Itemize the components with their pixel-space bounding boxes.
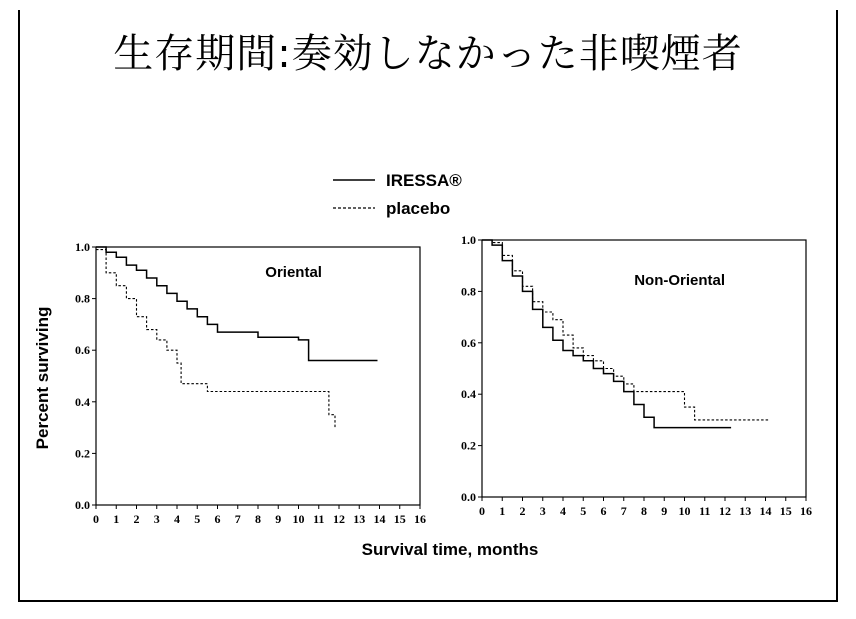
x-tick-label-0-8: 8 — [255, 512, 261, 526]
x-tick-label-0-6: 6 — [214, 512, 221, 526]
series-1-0 — [482, 240, 731, 428]
x-tick-label-0-10: 10 — [292, 512, 305, 526]
slide-title: 生存期間:奏効しなかった非喫煙者 — [113, 31, 743, 77]
x-tick-label-1-11: 11 — [699, 504, 711, 518]
y-tick-label-1-5: 1.0 — [461, 233, 476, 247]
x-tick-label-1-15: 15 — [779, 504, 792, 518]
legend-label-iressa: IRESSA® — [386, 171, 462, 190]
legend — [333, 171, 462, 218]
y-tick-label-0-1: 0.2 — [75, 446, 90, 461]
x-tick-label-0-2: 2 — [133, 512, 140, 526]
x-tick-label-0-7: 7 — [234, 512, 241, 526]
x-tick-label-1-12: 12 — [719, 504, 731, 518]
y-tick-label-0-2: 0.4 — [75, 394, 90, 409]
panel-label-1: Non-Oriental — [634, 272, 726, 289]
y-tick-label-1-2: 0.4 — [461, 387, 476, 402]
panel-0 — [75, 240, 426, 526]
y-axis-label: Percent surviving — [33, 306, 52, 450]
x-tick-label-1-4: 4 — [560, 504, 566, 518]
x-tick-label-1-10: 10 — [678, 504, 691, 518]
x-tick-label-0-13: 13 — [353, 512, 366, 526]
y-tick-label-0-4: 0.8 — [75, 291, 90, 306]
x-tick-label-0-5: 5 — [194, 512, 201, 526]
x-tick-label-0-3: 3 — [153, 512, 160, 526]
x-tick-label-1-9: 9 — [661, 504, 668, 518]
y-tick-label-1-1: 0.2 — [461, 438, 476, 453]
x-tick-label-1-7: 7 — [620, 504, 627, 518]
x-tick-label-1-13: 13 — [739, 504, 752, 518]
series-0-0 — [96, 247, 378, 361]
plot-area-0 — [96, 247, 420, 505]
x-tick-label-1-16: 16 — [800, 504, 812, 518]
x-tick-label-0-16: 16 — [414, 512, 426, 526]
x-tick-label-1-3: 3 — [539, 504, 546, 518]
x-tick-label-1-14: 14 — [759, 504, 772, 518]
x-tick-label-0-4: 4 — [174, 512, 180, 526]
legend-label-placebo: placebo — [386, 199, 451, 218]
x-tick-label-0-11: 11 — [313, 512, 325, 526]
x-tick-label-0-1: 1 — [113, 512, 120, 526]
x-axis-label: Survival time, months — [361, 540, 539, 559]
panel-label-0: Oriental — [265, 264, 322, 281]
y-tick-label-1-0: 0.0 — [461, 490, 476, 504]
x-tick-label-1-2: 2 — [519, 504, 526, 518]
x-tick-label-1-5: 5 — [580, 504, 587, 518]
series-1-1 — [482, 240, 770, 420]
y-tick-label-0-5: 1.0 — [75, 240, 90, 254]
x-tick-label-1-8: 8 — [641, 504, 647, 518]
y-tick-label-0-3: 0.6 — [75, 343, 90, 358]
panel-1 — [461, 233, 812, 518]
x-tick-label-1-0: 0 — [479, 504, 485, 518]
x-tick-label-1-6: 6 — [600, 504, 607, 518]
y-tick-label-0-0: 0.0 — [75, 498, 90, 512]
y-tick-label-1-3: 0.6 — [461, 335, 476, 350]
x-tick-label-0-0: 0 — [93, 512, 99, 526]
x-tick-label-1-1: 1 — [499, 504, 506, 518]
y-tick-label-1-4: 0.8 — [461, 284, 476, 299]
x-tick-label-0-14: 14 — [373, 512, 386, 526]
x-tick-label-0-15: 15 — [393, 512, 406, 526]
x-tick-label-0-9: 9 — [275, 512, 282, 526]
x-tick-label-0-12: 12 — [333, 512, 345, 526]
